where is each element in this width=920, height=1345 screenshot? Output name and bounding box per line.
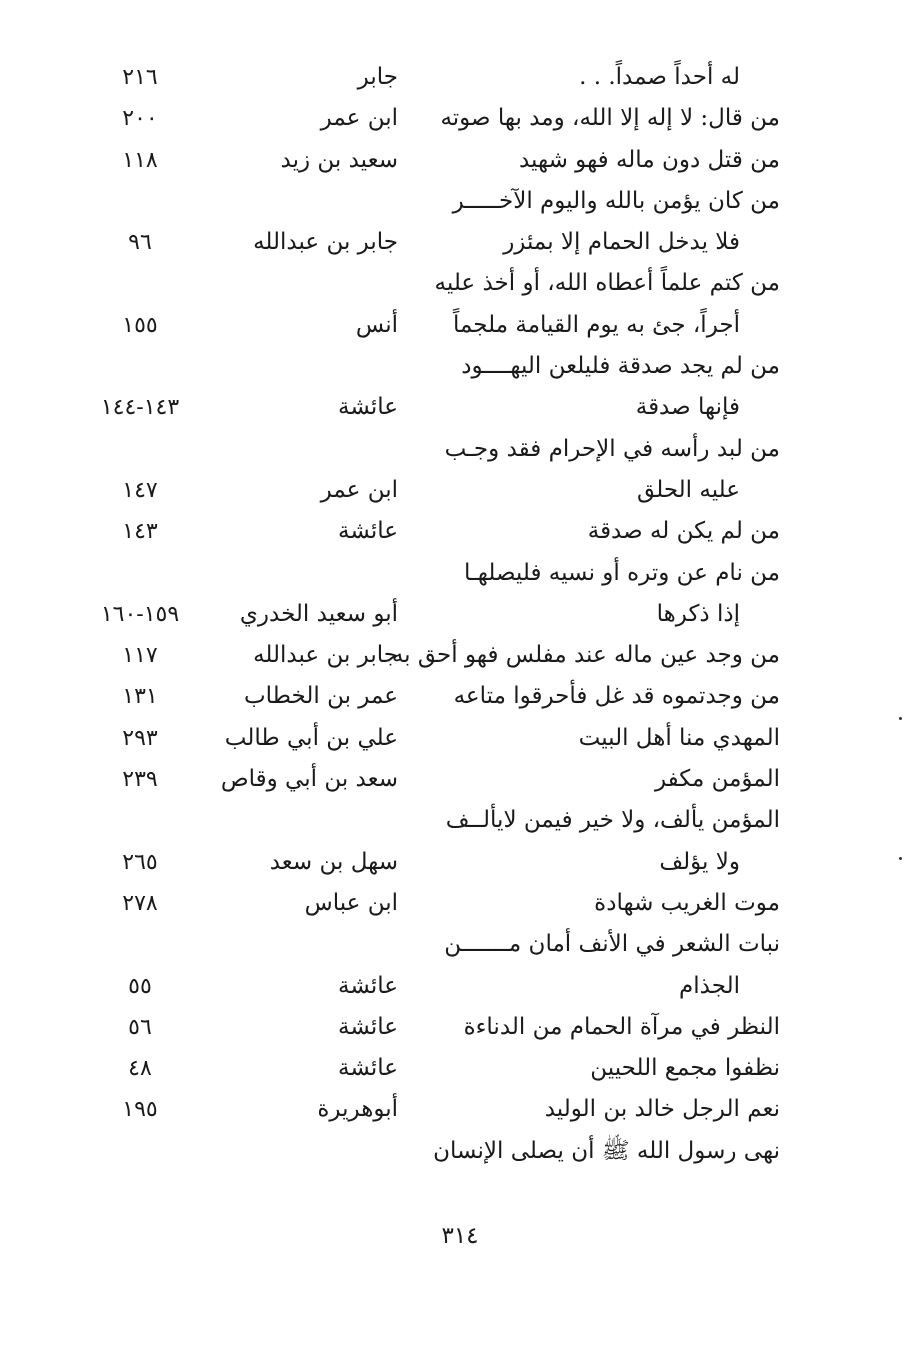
page-reference: ٤٨ <box>128 1056 152 1082</box>
hadith-text: من وجد عين ماله عند مفلس فهو أحق به <box>391 642 780 669</box>
narrator-name: علي بن أبي طالب <box>224 724 398 751</box>
narrator-name: جابر بن عبدالله <box>253 229 398 256</box>
hadith-text: نظفوا مجمع اللحيين <box>590 1055 780 1082</box>
hadith-text: من قتل دون ماله فهو شهيد <box>518 146 780 173</box>
page-reference: ١٤٧ <box>122 477 158 503</box>
hadith-text: من لم يكن له صدقة <box>587 518 780 545</box>
index-row <box>0 222 920 263</box>
hadith-text: نهى رسول الله ﷺ أن يصلى الإنسان <box>433 1137 780 1164</box>
hadith-text: من كتم علماً أعطاه الله، أو أخذ عليه <box>434 270 780 297</box>
index-row <box>0 635 920 676</box>
page-reference: ٢٩٣ <box>122 725 158 751</box>
hadith-text: من لم يجد صدقة فليلعن اليهــــود <box>461 353 780 380</box>
hadith-text: المؤمن مكفر <box>654 766 780 793</box>
index-row <box>0 676 920 717</box>
index-row <box>0 553 920 594</box>
index-row <box>0 718 920 759</box>
hadith-text: من نام عن وتره أو نسيه فليصلهـا <box>464 559 780 586</box>
index-row <box>0 759 920 800</box>
narrator-name: جابر <box>357 64 398 90</box>
hadith-text: فلا يدخل الحمام إلا بمئزر <box>503 229 740 256</box>
hadith-text: المهدي منا أهل البيت <box>578 724 780 751</box>
hadith-text: من وجدتموه قد غل فأحرقوا متاعه <box>453 683 780 710</box>
index-row <box>0 511 920 552</box>
page-reference: ١٩٥ <box>122 1097 158 1123</box>
narrator-name: سهل بن سعد <box>269 848 398 875</box>
hadith-text: ولا يؤلف <box>659 848 740 875</box>
hadith-text: إذا ذكرها <box>656 600 740 627</box>
page-reference: ٩٦ <box>128 230 152 256</box>
narrator-name: عائشة <box>338 394 398 421</box>
narrator-name: جابر بن عبدالله <box>253 642 398 669</box>
index-row <box>0 470 920 511</box>
index-row <box>0 346 920 387</box>
index-row <box>0 98 920 139</box>
index-row <box>0 842 920 883</box>
index-row <box>0 387 920 428</box>
page-reference: ١٥٩-١٦٠ <box>100 601 180 627</box>
hadith-text: من كان يؤمن بالله واليوم الآخـــــر <box>452 187 780 214</box>
page-reference: ٢١٦ <box>122 65 158 90</box>
page-reference: ٢٦٥ <box>122 849 158 875</box>
page-reference: ٢٧٨ <box>122 890 158 916</box>
hadith-text: نبات الشعر في الأنف أمان مـــــــن <box>444 931 780 958</box>
page-reference: ١٥٥ <box>122 312 158 338</box>
hadith-text: من قال: لا إله إلا الله، ومد بها صوته <box>440 105 780 132</box>
hadith-text: عليه الحلق <box>637 476 740 503</box>
hadith-text: أجراً، جئ به يوم القيامة ملجماً <box>452 311 740 338</box>
hadith-text: الجذام <box>679 972 740 999</box>
hadith-text: موت الغريب شهادة <box>594 889 780 916</box>
hadith-text: المؤمن يألف، ولا خير فيمن لايألــف <box>445 807 780 834</box>
narrator-name: سعد بن أبي وقاص <box>220 766 398 793</box>
hadith-text: نعم الرجل خالد بن الوليد <box>544 1096 780 1123</box>
page-reference: ١٤٣-١٤٤ <box>100 395 180 421</box>
narrator-name: عائشة <box>338 1013 398 1040</box>
page-reference: ١٤٣ <box>122 519 158 545</box>
index-row <box>0 883 920 924</box>
index-row <box>0 57 920 98</box>
narrator-name: أنس <box>355 311 398 338</box>
page-reference: ٥٥ <box>128 973 152 999</box>
narrator-name: عمر بن الخطاب <box>243 683 398 710</box>
narrator-name: ابن عمر <box>320 105 398 132</box>
margin-mark <box>899 857 902 860</box>
page-reference: ٥٦ <box>128 1014 152 1040</box>
index-row <box>0 1089 920 1130</box>
hadith-text: فإنها صدقة <box>635 394 740 421</box>
narrator-name: عائشة <box>338 518 398 545</box>
index-row <box>0 800 920 841</box>
narrator-name: أبو سعيد الخدري <box>239 600 398 627</box>
narrator-name: ابن عباس <box>304 889 398 916</box>
hadith-text: من لبد رأسه في الإحرام فقد وجـب <box>444 435 780 462</box>
index-row <box>0 1048 920 1089</box>
narrator-name: ابن عمر <box>320 476 398 503</box>
index-row <box>0 305 920 346</box>
narrator-name: عائشة <box>338 1055 398 1082</box>
index-row <box>0 1007 920 1048</box>
hadith-index-list <box>0 57 920 1172</box>
index-row <box>0 429 920 470</box>
page-reference: ٢٠٠ <box>122 106 158 132</box>
narrator-name: عائشة <box>338 972 398 999</box>
narrator-name: سعيد بن زيد <box>280 146 398 173</box>
index-row <box>0 966 920 1007</box>
margin-mark <box>899 717 902 720</box>
index-row <box>0 263 920 304</box>
index-row <box>0 924 920 965</box>
page-number: ٣١٤ <box>441 1223 479 1249</box>
hadith-text: له أحداً صمداً. . . <box>579 64 740 90</box>
page-reference: ٢٣٩ <box>122 767 158 793</box>
hadith-text: النظر في مرآة الحمام من الدناءة <box>463 1013 780 1040</box>
index-row <box>0 594 920 635</box>
index-row <box>0 140 920 181</box>
index-row <box>0 181 920 222</box>
page-reference: ١١٨ <box>122 147 158 173</box>
narrator-name: أبوهريرة <box>317 1096 398 1123</box>
page-reference: ١١٧ <box>122 643 158 669</box>
page-reference: ١٣١ <box>122 684 158 710</box>
index-row <box>0 1131 920 1172</box>
